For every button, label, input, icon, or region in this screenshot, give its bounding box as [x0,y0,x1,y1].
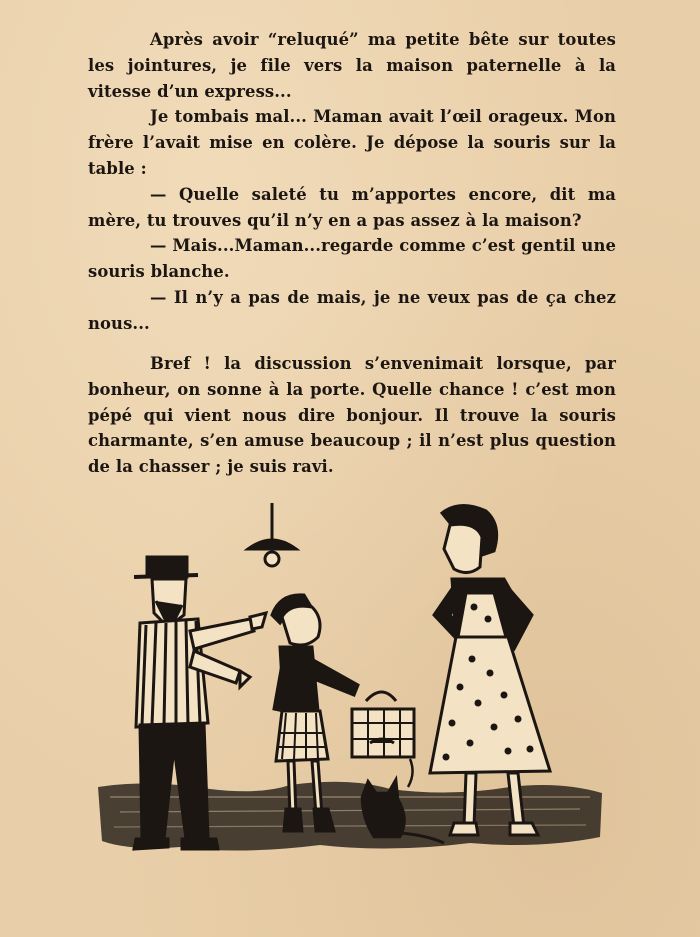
paragraph: Bref ! la discussion s’envenimait lorsque, par bonheur, on sonne à la porte. Quelle chance ! c’est mon pépé qui vient nous dire bonjour. Il trouve la souris charmante, s’en amuse beaucoup ; il n’est plus question de la chasser ; je suis ravi. [88,354,616,477]
text-block-bottom [88,351,616,480]
dialogue-line: — Il n’y a pas de mais, je ne veux pas de ça chez nous... [88,287,616,333]
paragraph: Après avoir “reluqué” ma petite bête sur toutes les jointures, je file vers la maison paternelle à la vitesse d’un express... [88,30,616,101]
text-block-top [88,27,616,337]
mouse-cage-icon [352,692,414,757]
paragraph: Je tombais mal... Maman avait l’œil orageux. Mon frère l’avait mise en colère. Je dépose la souris sur la table : [88,107,616,178]
hanging-lamp-icon [248,503,296,566]
family-illustration [90,497,610,877]
dialogue-line: — Quelle saleté tu m’apportes encore, dit ma mère, tu trouves qu’il n’y en a pas assez à la maison? [88,184,616,230]
floor-shadow [98,782,602,851]
dialogue-line: — Mais...Maman...regarde comme c’est gentil une souris blanche. [88,236,616,282]
